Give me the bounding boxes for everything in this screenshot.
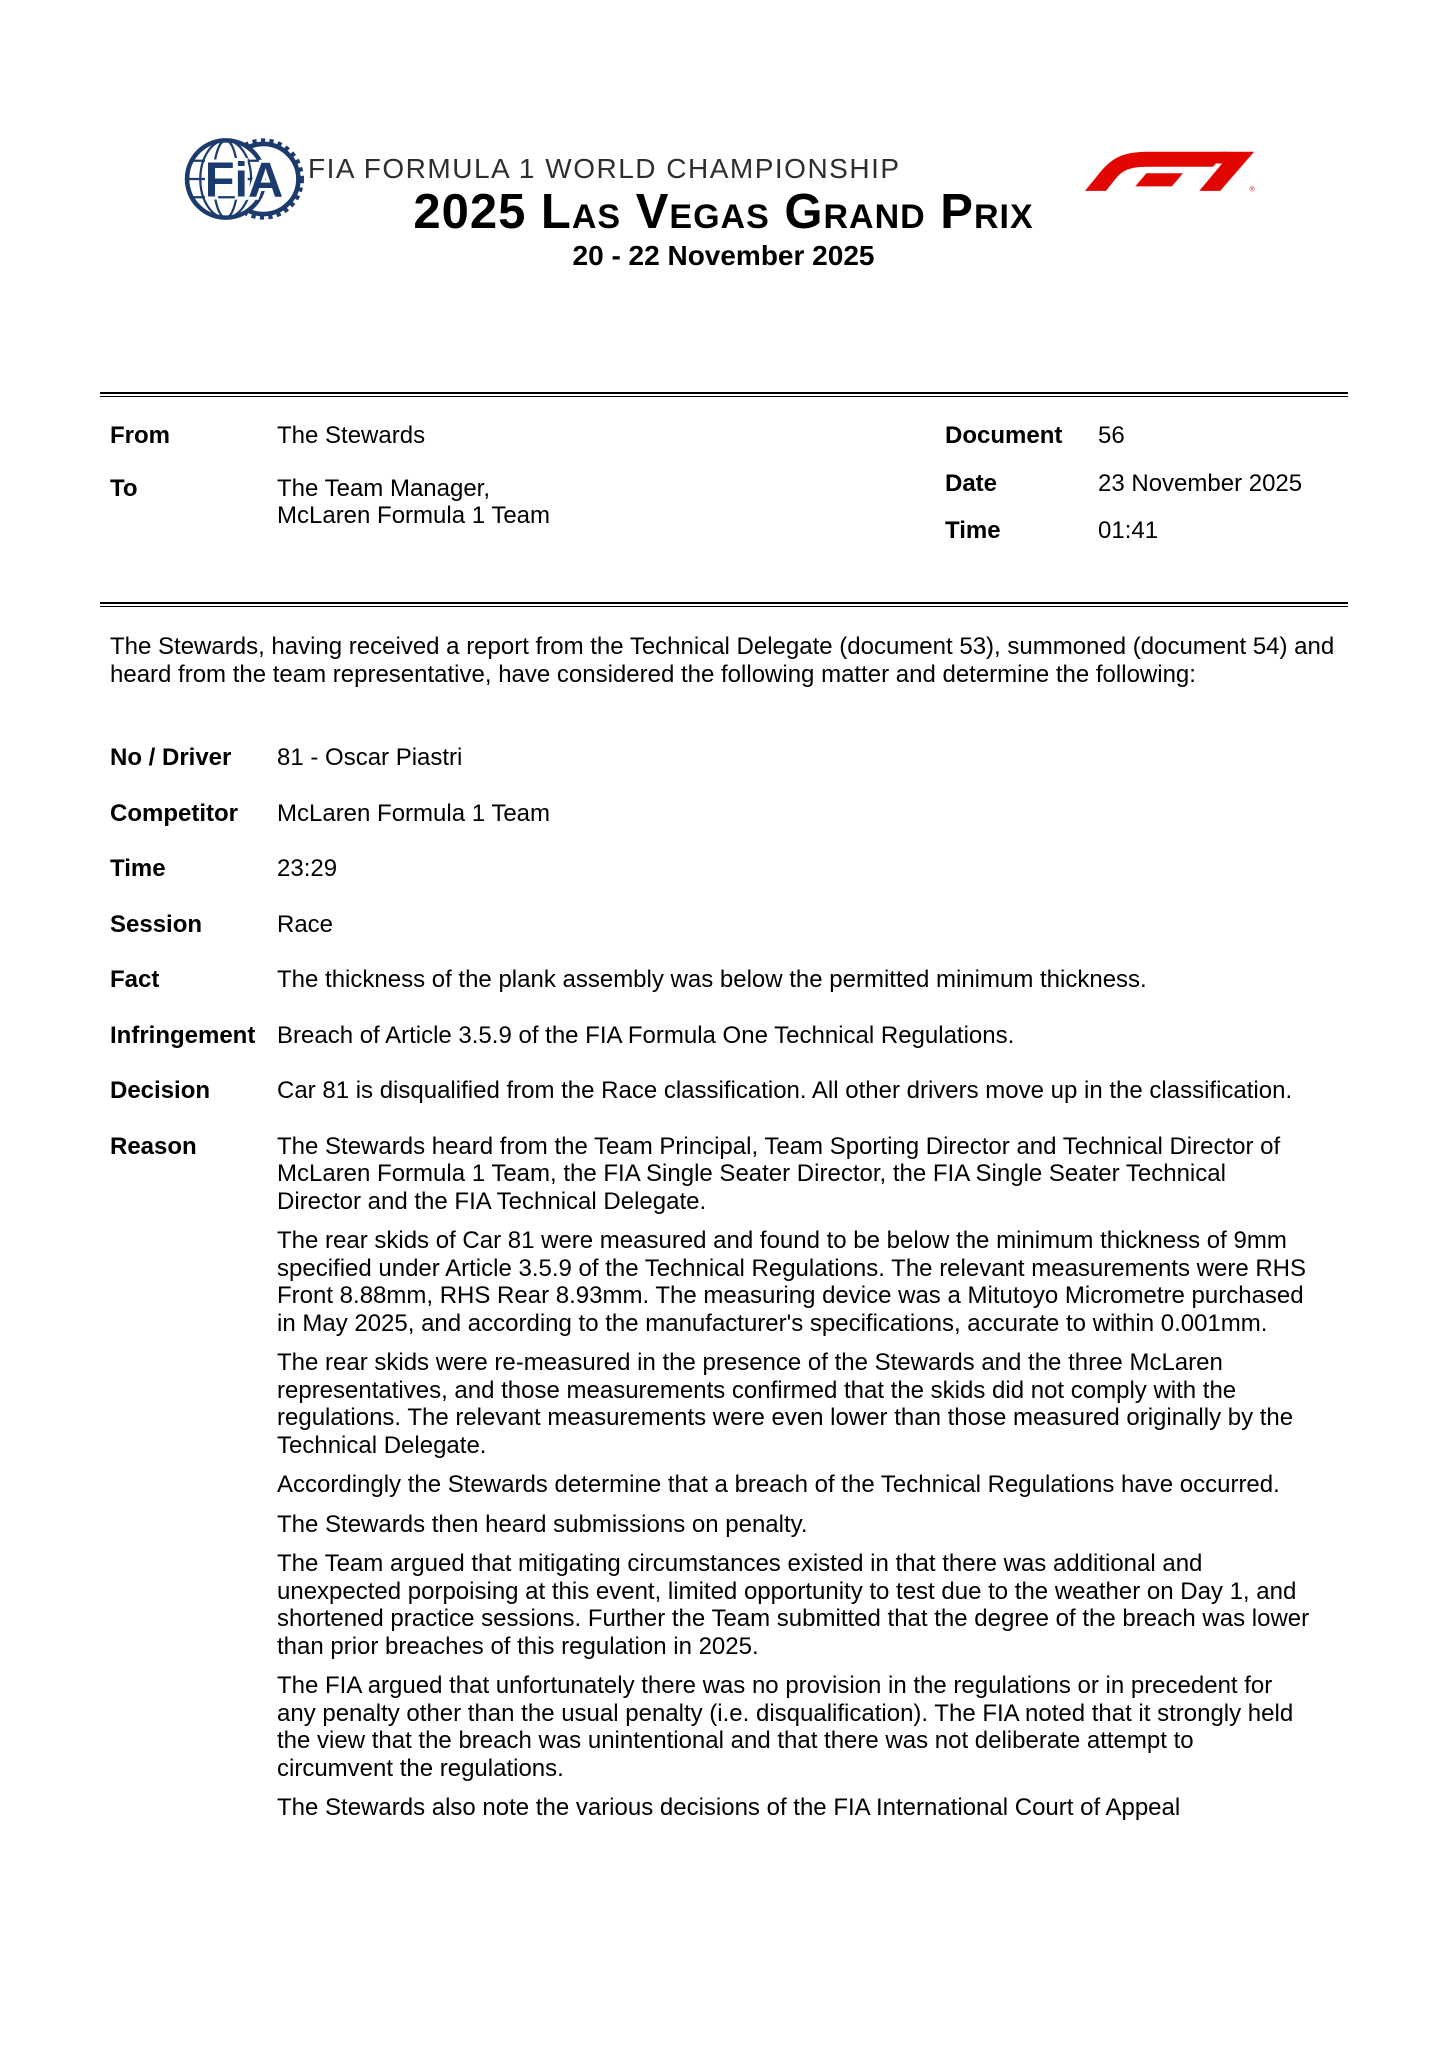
field-row-infringement: [110, 1022, 1347, 1050]
decision-value: Car 81 is disqualified from the Race classification. All other drivers move up in the classification.: [277, 1077, 1293, 1104]
reason-paragraph-4: Accordingly the Stewards determine that a breach of the Technical Regulations have occurred.: [277, 1471, 1280, 1498]
field-row-competitor: [110, 800, 1347, 828]
meta-row-time: [945, 517, 1302, 545]
meta-row-date: [945, 470, 1302, 498]
reason-paragraph-7: The FIA argued that unfortunately there was no provision in the regulations or in precedent for any penalty other than the usual penalty (i.e. disqualification). The FIA noted that it strongly held the view that the breach was unintentional and that there was not deliberate attempt to circumvent the regulations.: [277, 1672, 1294, 1782]
f1-letter-f-bar: [1135, 173, 1183, 186]
infringement-label: Infringement: [110, 1021, 256, 1049]
no-driver-value: 81 - Oscar Piastri: [277, 744, 463, 771]
session-label: Session: [110, 910, 203, 938]
fact-value: The thickness of the plank assembly was below the permitted minimum thickness.: [277, 966, 1147, 993]
intro-paragraph: The Stewards, having received a report from the Technical Delegate (document 53), summoned (document 54) and heard from the team representative, have considered the following matter and determine the following:: [110, 633, 1335, 688]
reason-paragraph-6: The Team argued that mitigating circumstances existed in that there was additional and unexpected porpoising at this event, limited opportunity to test due to the weather on Day 1, and shortened practice sessions. Further the Team submitted that the degree of the breach was lower than prior breaches of this regulation in 2025.: [277, 1550, 1310, 1660]
competitor-value: McLaren Formula 1 Team: [277, 799, 550, 827]
fia-logo-text: FiA: [204, 153, 284, 208]
session-value: Race: [277, 910, 334, 938]
horizontal-rule-bottom: [100, 602, 1348, 607]
reason-paragraph-5: The Stewards then heard submissions on penalty.: [277, 1510, 808, 1538]
reason-label: Reason: [110, 1132, 197, 1160]
competitor-label: Competitor: [110, 799, 238, 827]
field-row-decision: [110, 1077, 1347, 1105]
reason-paragraph-1: The Stewards heard from the Team Principal, Team Sporting Director and Technical Director of McLaren Formula 1 Team, the FIA Single Seater Director, the FIA Single Seater Technical Director and the FIA Technical Delegate.: [277, 1132, 1281, 1215]
reason-paragraphs: [277, 1133, 1311, 1834]
time-value: 01:41: [1098, 517, 1159, 544]
field-row-fact: [110, 966, 1347, 994]
document-body: [110, 633, 1347, 1834]
from-label: From: [110, 422, 170, 449]
from-value: The Stewards: [277, 422, 426, 449]
decision-label: Decision: [110, 1077, 211, 1104]
document-value: 56: [1098, 422, 1125, 449]
fact-label: Fact: [110, 966, 160, 993]
to-value-line1: The Team Manager,: [277, 474, 491, 502]
time-field-label: Time: [110, 855, 166, 882]
meta-doc-info: [945, 422, 1302, 565]
event-dates: 20 - 22 November 2025: [572, 240, 875, 271]
meta-block: [0, 397, 1447, 602]
to-label: To: [110, 474, 138, 502]
registered-mark: ®: [1249, 185, 1255, 194]
reason-paragraph-8: The Stewards also note the various decisions of the FIA International Court of Appeal: [277, 1794, 1181, 1821]
infringement-value: Breach of Article 3.5.9 of the FIA Formula One Technical Regulations.: [277, 1021, 1015, 1049]
field-row-no-driver: [110, 744, 1347, 772]
field-row-reason: [110, 1133, 1347, 1834]
no-driver-label: No / Driver: [110, 744, 232, 771]
to-value-line2: McLaren Formula 1 Team: [277, 502, 550, 529]
championship-title: FIA FORMULA 1 WORLD CHAMPIONSHIP: [308, 153, 901, 184]
event-title: 2025 Las Vegas Grand Prix: [413, 185, 1034, 239]
reason-paragraph-3: The rear skids were re-measured in the presence of the Stewards and the three McLaren representatives, and those measurements confirmed that the skids did not comply with the regulations. The relevant measurements were even lower than those measured originally by the Technical Delegate.: [277, 1349, 1294, 1459]
time-label: Time: [945, 517, 1001, 544]
date-label: Date: [945, 469, 998, 497]
field-row-session: [110, 911, 1347, 939]
document-label: Document: [945, 422, 1063, 449]
meta-row-document: [945, 422, 1302, 450]
time-field-value: 23:29: [277, 855, 338, 882]
field-row-time: [110, 855, 1347, 883]
reason-paragraph-2: The rear skids of Car 81 were measured and found to be below the minimum thickness of 9mm specified under Article 3.5.9 of the Technical Regulations. The relevant measurements were RHS Front 8.88mm, RHS Rear 8.93mm. The measuring device was a Mitutoyo Micrometre purchased in May 2025, and according to the manufacturer's specifications, accurate to within 0.001mm.: [277, 1227, 1306, 1337]
date-value: 23 November 2025: [1098, 469, 1303, 497]
document-header: [0, 0, 1447, 392]
